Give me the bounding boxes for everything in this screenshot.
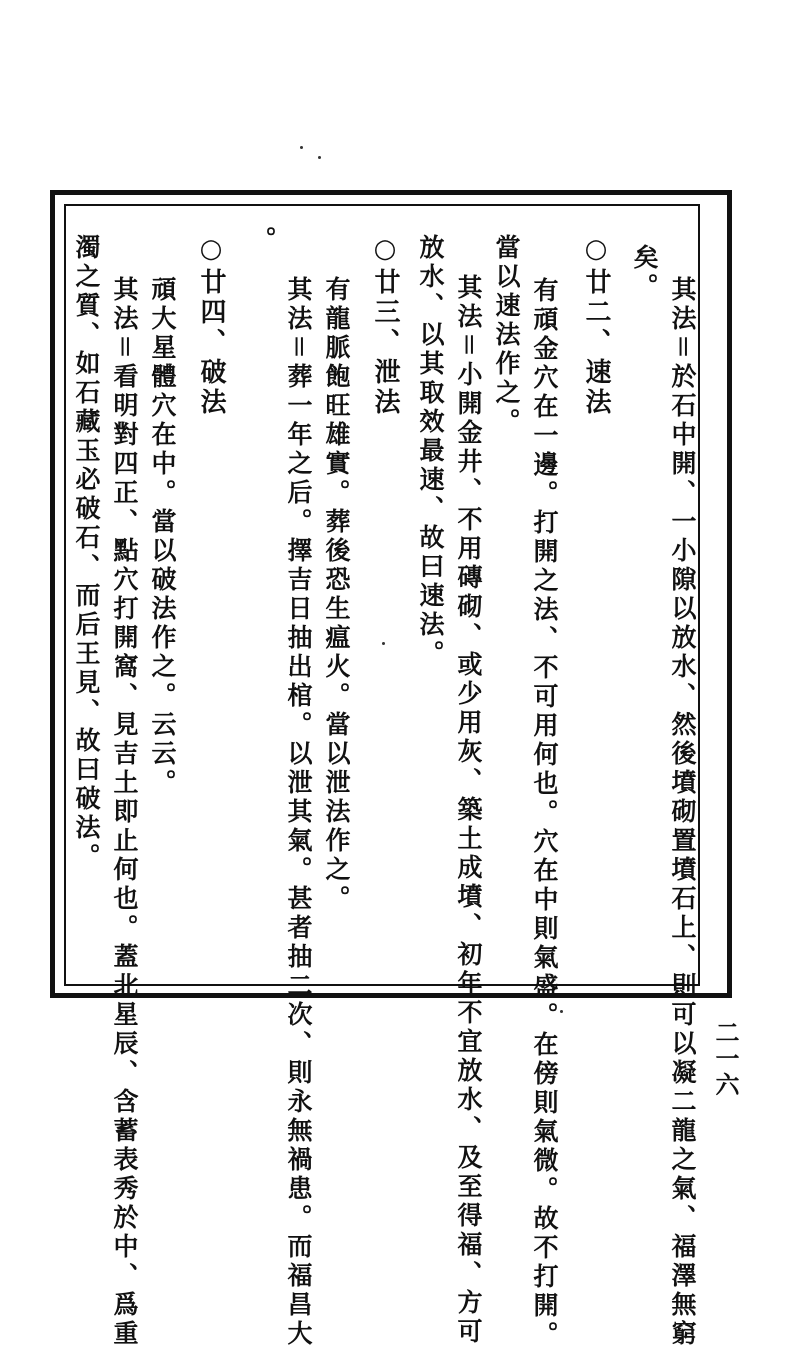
text-column-10: 其法＝葬一年之后。擇吉日抽出棺。以泄其氣。甚者抽二次、則永無禍患。而福昌大 [284, 276, 313, 1350]
text-column-14: 其法＝看明對四正、點穴打開窩、見吉土即止何也。蓋北星辰、含蓄表秀於中、爲重 [110, 276, 139, 1350]
text-column-6: 其法＝小開金井、不用磚砌、或少用灰、築土成墳、初年不宜放水、及至得福、方可 [454, 274, 483, 1348]
text-column-13: 頑大星體穴在中。當以破法作之。云云。 [148, 276, 177, 798]
text-column-9: 有龍脈飽旺雄實。葬後恐生瘟火。當以泄法作之。 [322, 276, 351, 914]
scan-speck [382, 642, 385, 645]
text-column-2: 矣。 [630, 244, 659, 302]
scan-speck [300, 146, 303, 149]
text-column-1: 其法＝於石中開、一小隙以放水、然後墳砌置墳石上、則可以凝二龍之氣、福澤無窮 [668, 276, 697, 1350]
text-column-15: 濁之質、如石藏玉必破石、而后王見、故曰破法。 [72, 234, 101, 872]
text-column-11: 。 [248, 226, 277, 255]
scan-speck [560, 1010, 563, 1013]
scan-speck [318, 156, 321, 159]
text-column-4: 有頑金穴在一邊。打開之法、不可用何也。穴在中則氣盛。在傍則氣微。故不打開。 [530, 277, 559, 1350]
section-heading-23: ○廿三、泄法 [370, 234, 400, 418]
text-column-7: 放水、以其取效最速、故曰速法。 [416, 234, 445, 669]
text-column-5: 當以速法作之。 [492, 234, 521, 437]
page-number: 二一六 [711, 1020, 740, 1098]
section-heading-22: ○廿二、速法 [581, 234, 611, 418]
section-heading-24: ○廿四、破法 [196, 234, 226, 418]
